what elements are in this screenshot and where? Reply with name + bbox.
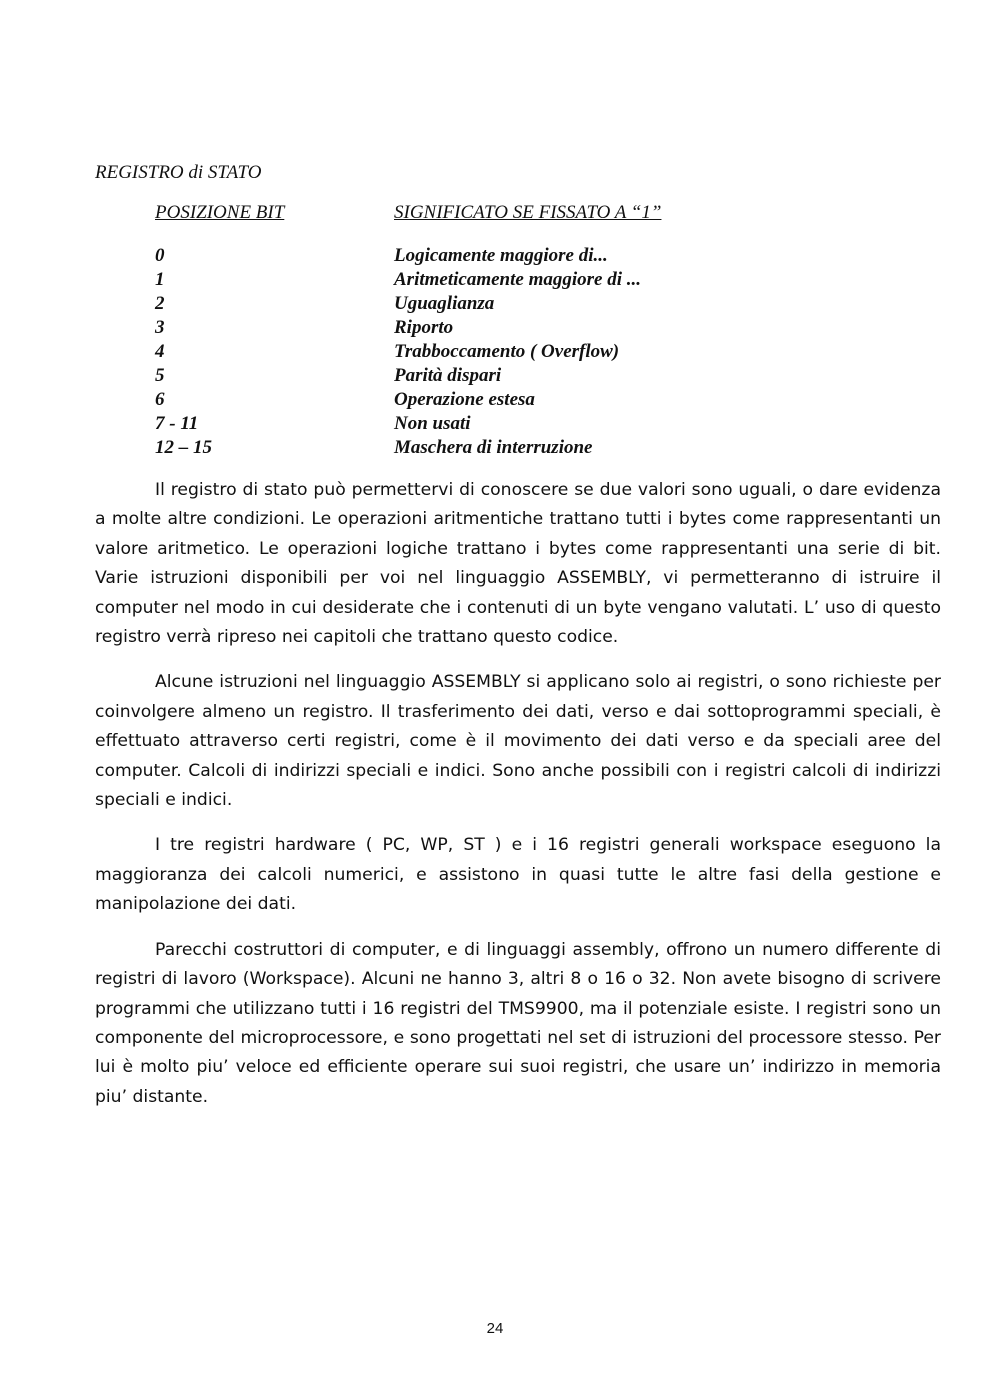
table-row (155, 268, 755, 292)
header-bit-position: POSIZIONE BIT (155, 202, 285, 223)
table-header (155, 202, 755, 226)
header-meaning: SIGNIFICATO SE FISSATO A “1” (394, 202, 662, 223)
bit-meaning: Riporto (394, 317, 454, 338)
bit-position: 5 (155, 365, 165, 386)
bit-position: 4 (155, 341, 165, 362)
paragraph: Il registro di stato può permettervi di conoscere se due valori sono uguali, o dare evidenza a molte altre condizioni. Le operazioni aritmentiche trattano tutti i bytes come rappresentanti un valore aritmetico. Le operazioni logiche trattano i bytes come rappresentanti una serie di bit. Varie istruzioni disponibili per voi nel linguaggio ASSEMBLY, vi permetteranno di istruire il computer nel modo in cui desiderate che i contenuti di un byte vengano valutati. L’ uso di questo registro verrà ripreso nei capitoli che trattano questo codice. (95, 480, 941, 648)
bit-meaning: Uguaglianza (394, 293, 495, 314)
bit-meaning: Trabboccamento ( Overflow) (394, 341, 620, 362)
paragraph: Parecchi costruttori di computer, e di linguaggi assembly, offrono un numero differente di registri di lavoro (Workspace). Alcuni ne hanno 3, altri 8 o 16 o 32. Non avete bisogno di scrivere programmi che utilizzano tutti i 16 registri del TMS9900, ma il potenziale esiste. I registri sono un componente del microprocessore, e sono progettati nel set di istruzioni del processore stesso. Per lui è molto piu’ veloce ed efficiente operare sui suoi registri, che usare un’ indirizzo in memoria piu’ distante. (95, 939, 941, 1107)
body-text (95, 476, 941, 1128)
table-row (155, 412, 755, 436)
paragraph: I tre registri hardware ( PC, WP, ST ) e i 16 registri generali workspace eseguono la maggioranza dei calcoli numerici, e assistono in quasi tutte le altre fasi della gestione e manipolazione dei dati. (95, 835, 941, 915)
bit-meaning: Maschera di interruzione (394, 437, 593, 458)
section-title: REGISTRO di STATO (95, 162, 262, 183)
bit-meaning: Non usati (394, 413, 471, 434)
table-row (155, 364, 755, 388)
bit-position: 6 (155, 389, 165, 410)
table-row (155, 292, 755, 316)
table-row (155, 388, 755, 412)
bit-meaning: Logicamente maggiore di... (394, 245, 608, 266)
table-row (155, 244, 755, 268)
bit-position: 12 – 15 (155, 437, 212, 458)
table-row (155, 436, 755, 460)
bit-meaning: Parità dispari (394, 365, 502, 386)
bit-meaning: Aritmeticamente maggiore di ... (394, 269, 641, 290)
bit-position: 2 (155, 293, 165, 314)
table-row (155, 340, 755, 364)
bit-position: 0 (155, 245, 165, 266)
page-number: 24 (486, 1320, 504, 1337)
table-row (155, 316, 755, 340)
paragraph: Alcune istruzioni nel linguaggio ASSEMBLY si applicano solo ai registri, o sono richieste per coinvolgere almeno un registro. Il trasferimento dei dati, verso e dai sottoprogrammi speciali, è effettuato attraverso certi registri, come è il movimento dei dati verso e da speciali aree del computer. Calcoli di indirizzi speciali e indici. Sono anche possibili con i registri calcoli di indirizzi speciali e indici. (95, 672, 941, 811)
status-register-table (155, 202, 755, 460)
bit-position: 7 - 11 (155, 413, 199, 434)
bit-meaning: Operazione estesa (394, 389, 535, 410)
bit-position: 3 (155, 317, 165, 338)
bit-position: 1 (155, 269, 165, 290)
